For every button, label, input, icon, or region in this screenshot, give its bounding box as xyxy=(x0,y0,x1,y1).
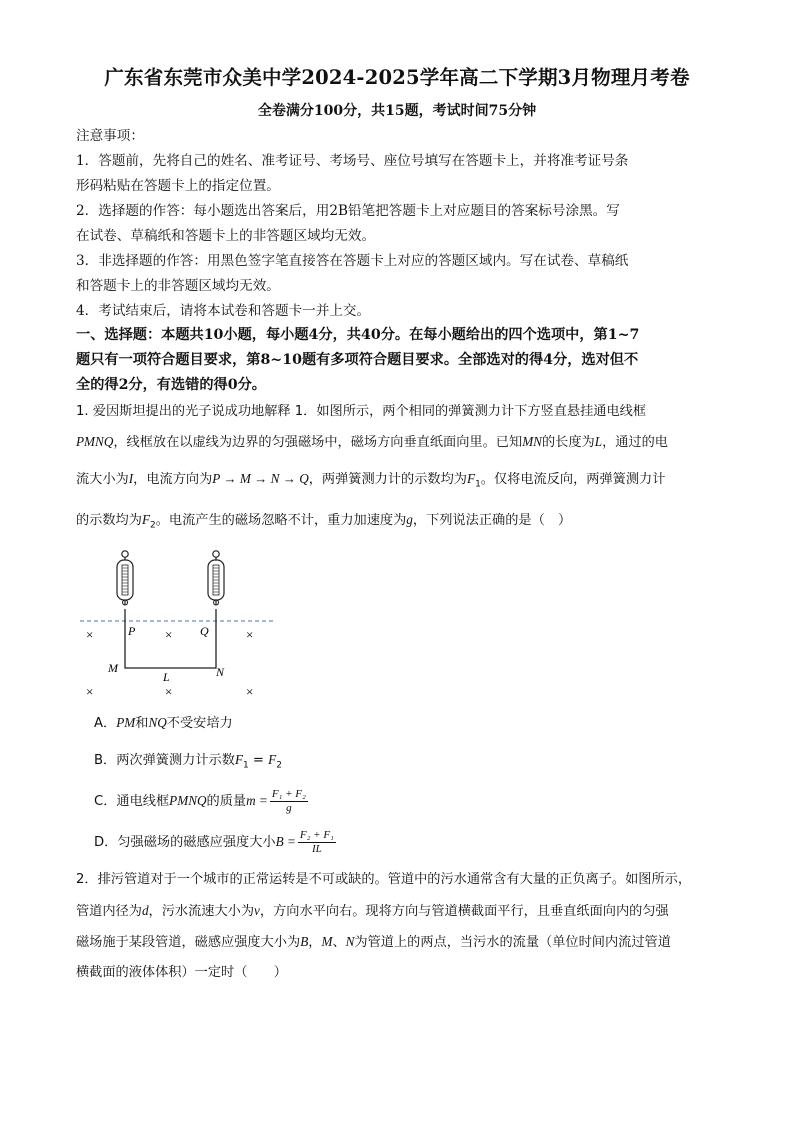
option-d-b: B = xyxy=(275,834,296,849)
q1-line-2 xyxy=(76,432,726,453)
label-l: L xyxy=(163,670,170,684)
option-letter: C． xyxy=(94,794,117,809)
q2-velocity: v xyxy=(254,903,260,918)
q2-line-3-text-3: 、 xyxy=(332,935,346,950)
q1-f1-sub: 1 xyxy=(475,479,481,490)
field-cross: × xyxy=(246,684,254,699)
q1-f1: F xyxy=(467,471,476,486)
q2-line-1: 2．排污管道对于一个城市的正常运转是不可或缺的。管道中的污水通常含有大量的正负离子。如图所示， xyxy=(76,872,692,887)
q1-line-2-text: ，线框放在以虚线为边界的匀强磁场中，磁场方向垂直纸面向里。已知 xyxy=(113,435,523,450)
q2-line-3-text-2: ， xyxy=(308,935,322,950)
q1-figure xyxy=(70,545,290,705)
option-d-denominator: IL xyxy=(311,842,322,855)
q2-line-2-text: 管道内径为 xyxy=(76,904,142,919)
field-cross: × xyxy=(86,684,94,699)
field-cross: × xyxy=(246,627,254,642)
option-a-nq: NQ xyxy=(148,715,167,730)
q2-diameter: d xyxy=(141,903,149,918)
q2-line-2-text-2: ，污水流速大小为 xyxy=(148,904,255,919)
note-1-line-2: 形码粘贴在答题卡上的指定位置。 xyxy=(76,178,280,194)
q1-length: L xyxy=(594,434,603,449)
option-c-m: m = xyxy=(246,793,268,808)
label-m: M xyxy=(108,661,118,675)
option-a-text: 和 xyxy=(135,716,149,731)
option-letter: B． xyxy=(94,753,117,768)
option-a-text-2: 不受安培力 xyxy=(166,716,233,731)
q1-gravity: g xyxy=(406,512,413,527)
label-p: P xyxy=(128,624,136,638)
q1-line-2-text-2: 的长度为 xyxy=(541,435,595,450)
q2-line-2-text-3: ，方向水平向右。现将方向与管道横截面平行，且垂直纸面向内的匀强 xyxy=(259,904,669,919)
option-b-f1: F xyxy=(234,752,243,767)
option-c-frame: PMNQ xyxy=(169,793,207,808)
q2-line-3-text-4: 为管道上的两点，当污水的流量（单位时间内流过管道 xyxy=(354,935,671,950)
section-1-line-2: 题只有一项符合题目要求，第8~10题有多项符合题目要求。全部选对的得4分，选对但不 xyxy=(76,352,639,368)
field-cross: × xyxy=(165,627,173,642)
note-3-line-2: 和答题卡上的非答题区域均无效。 xyxy=(76,278,280,294)
q1-line-3 xyxy=(76,469,726,495)
spring-scale-right xyxy=(208,551,224,605)
spring-scale-left xyxy=(117,551,133,605)
q1-f2: F xyxy=(141,512,150,527)
option-letter: A． xyxy=(94,716,117,731)
section-1-line-1: 一、选择题：本题共10小题，每小题4分，共40分。在每小题给出的四个选项中，第1~7 xyxy=(76,327,640,343)
q1-frame-name: PMNQ xyxy=(76,434,114,449)
q1-line-4-text-3: ，下列说法正确的是（ ） xyxy=(412,513,572,528)
q1-line-4-text: 的示数均为 xyxy=(76,513,142,528)
note-2-line-1: 2．选择题的作答：每小题选出答案后，用2B铅笔把答题卡上对应题目的答案标号涂黑。写 xyxy=(76,203,620,219)
exam-title: 广东省东莞市众美中学2024-2025学年高二下学期3月物理月考卷 xyxy=(104,66,690,89)
q1-line-3-text-4: 。仅将电流反向，两弹簧测力计 xyxy=(480,472,666,487)
q1-option-c[interactable] xyxy=(94,786,744,817)
note-4: 4．考试结束后，请将本试卷和答题卡一并上交。 xyxy=(76,303,371,319)
option-a-pm: PM xyxy=(116,715,136,730)
q1-line-4-text-2: 。电流产生的磁场忽略不计，重力加速度为 xyxy=(155,513,407,528)
note-1-line-1: 1．答题前，先将自己的姓名、准考证号、考场号、座位号填写在答题卡上，并将准考证号条 xyxy=(76,153,629,169)
field-cross: × xyxy=(86,627,94,642)
q2-line-2 xyxy=(76,901,726,922)
q1-current: I xyxy=(128,471,134,486)
q1-line-3-text-2: ，电流方向为 xyxy=(133,472,213,487)
option-d-text: 匀强磁场的磁感应强度大小 xyxy=(117,835,276,850)
exam-subtitle: 全卷满分100分，共15题，考试时间75分钟 xyxy=(257,103,537,119)
q2-n: N xyxy=(345,934,355,949)
q2-line-3-text: 磁场施于某段管道，磁感应强度大小为 xyxy=(76,935,301,950)
q1-line-1: 1. 爱因斯坦提出的光子说成功地解释 1．如图所示，两个相同的弹簧测力计下方竖直悬挂通电线框 xyxy=(76,404,647,419)
q2-line-4: 横截面的液体体积）一定时（ ） xyxy=(76,965,287,980)
option-b-eq: = xyxy=(248,753,269,768)
option-c-numerator: F₁ + F₂ xyxy=(271,787,306,800)
q1-option-b[interactable] xyxy=(94,750,744,776)
section-1-line-3: 全的得2分，有选错的得0分。 xyxy=(76,377,266,393)
q2-line-3 xyxy=(76,932,726,953)
option-c-denominator: g xyxy=(286,801,292,814)
note-2-line-2: 在试卷、草稿纸和答题卡上的非答题区域均无效。 xyxy=(76,228,376,244)
q2-b: B xyxy=(300,934,309,949)
option-b-f2-sub: 2 xyxy=(276,760,282,771)
q1-line-3-text-3: ，两弹簧测力计的示数均为 xyxy=(308,472,467,487)
option-letter: D． xyxy=(94,835,118,850)
q1-line-4 xyxy=(76,510,726,536)
q1-f2-sub: 2 xyxy=(150,520,156,531)
option-d-fraction xyxy=(298,829,336,856)
q1-option-a[interactable] xyxy=(94,713,744,734)
field-cross: × xyxy=(165,684,173,699)
option-d-numerator: F₂ + F₁ xyxy=(299,828,334,841)
option-b-f2: F xyxy=(268,752,277,767)
option-b-text: 两次弹簧测力计示数 xyxy=(116,753,235,768)
q1-option-d[interactable] xyxy=(94,827,744,858)
label-q: Q xyxy=(200,624,209,638)
q1-line-3-text: 流大小为 xyxy=(76,472,129,487)
q1-current-direction: P → M → N → Q xyxy=(212,471,309,486)
option-b-f1-sub: 1 xyxy=(243,760,249,771)
q1-mn: MN xyxy=(522,434,542,449)
note-3-line-1: 3．非选择题的作答：用黑色签字笔直接答在答题卡上对应的答题区域内。写在试卷、草稿纸 xyxy=(76,253,629,269)
option-c-text-2: 的质量 xyxy=(206,794,247,809)
q2-m: M xyxy=(321,934,333,949)
label-n: N xyxy=(216,665,225,679)
option-c-fraction xyxy=(270,788,308,815)
q1-line-2-text-3: ，通过的电 xyxy=(602,435,668,450)
notes-heading: 注意事项： xyxy=(76,128,144,144)
option-c-text: 通电线框 xyxy=(116,794,170,809)
